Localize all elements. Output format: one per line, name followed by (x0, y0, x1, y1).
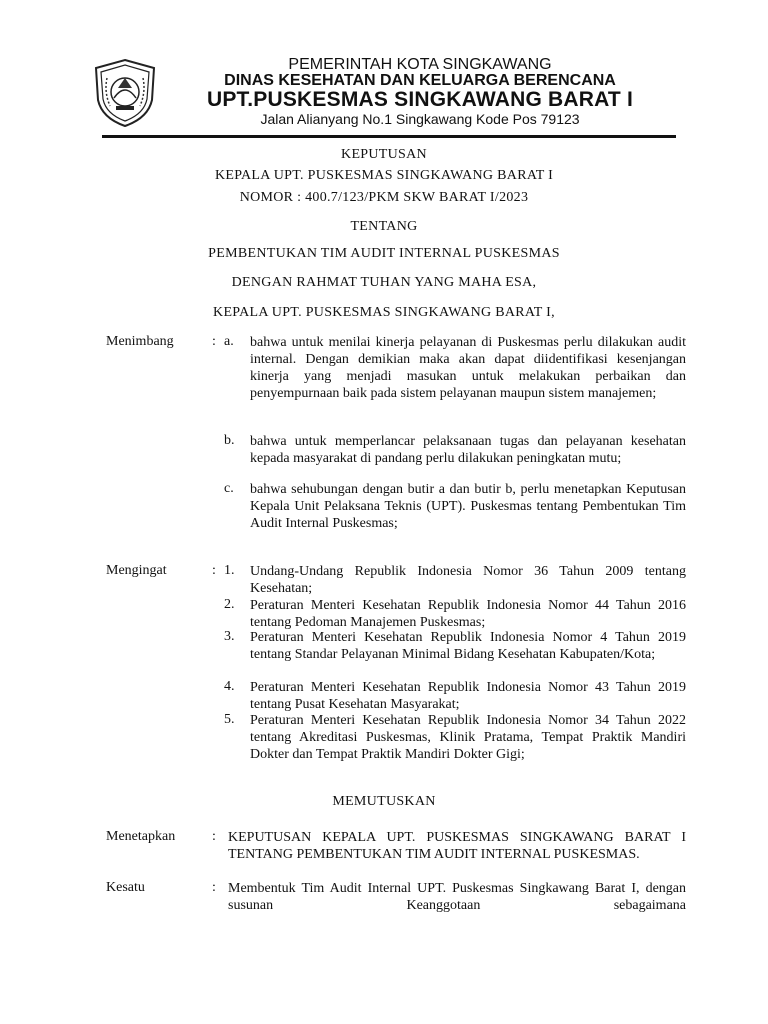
doc-memutuskan: MEMUTUSKAN (332, 794, 436, 809)
doc-kepala: KEPALA UPT. PUSKESMAS SINGKAWANG BARAT I (214, 168, 554, 183)
kesatu-label: Kesatu (106, 880, 145, 895)
mengingat-item-4: Peraturan Menteri Kesehatan Republik Indonesia Nomor 43 Tahun 2019 tentang Pusat Kesehatan Masyarakat; (250, 680, 686, 712)
mengingat-item-2: Peraturan Menteri Kesehatan Republik Indonesia Nomor 44 Tahun 2016 tentang Pedoman Manajemen Puskesmas; (250, 598, 686, 630)
header-department: DINAS KESEHATAN DAN KELUARGA BERENCANA (224, 72, 616, 89)
doc-nomor: NOMOR : 400.7/123/PKM SKW BARAT I/2023 (239, 190, 529, 205)
mengingat-item-5: Peraturan Menteri Kesehatan Republik Indonesia Nomor 34 Tahun 2022 tentang Akreditasi Puskesmas, Klinik Pratama, Tempat Praktik Mandiri Dokter dan Tempat Praktik Mandiri Dokter Gigi; (250, 713, 686, 762)
mengingat-marker-2: 2. (224, 597, 235, 612)
doc-subject: PEMBENTUKAN TIM AUDIT INTERNAL PUSKESMAS (208, 246, 560, 261)
city-emblem-icon (92, 58, 158, 128)
menimbang-item-a: bahwa untuk menilai kinerja pelayanan di Puskesmas perlu dilakukan audit internal. Dengan demikian maka akan dapat diidentifikasi kesenjangan kinerja yang menjadi masukan untuk melakukan perbaikan dan penyempurnaan baik pada sistem pelayanan maupun sistem manajemen; (250, 335, 686, 401)
kesatu-text: Membentuk Tim Audit Internal UPT. Puskesmas Singkawang Barat I, dengan susunan Keanggotaan sebagaimana (228, 881, 686, 913)
doc-rahmat: DENGAN RAHMAT TUHAN YANG MAHA ESA, (231, 275, 537, 290)
mengingat-item-3: Peraturan Menteri Kesehatan Republik Indonesia Nomor 4 Tahun 2019 tentang Standar Pelayanan Minimal Bidang Kesehatan Kabupaten/Kota; (250, 630, 686, 662)
menimbang-colon: : (212, 334, 216, 349)
menimbang-marker-c: c. (224, 481, 234, 496)
doc-tentang: TENTANG (350, 219, 418, 234)
menetapkan-text: KEPUTUSAN KEPALA UPT. PUSKESMAS SINGKAWANG BARAT I TENTANG PEMBENTUKAN TIM AUDIT INTERNAL PUSKESMAS. (228, 830, 686, 862)
header-institution: UPT.PUSKESMAS SINGKAWANG BARAT I (206, 88, 634, 111)
kesatu-colon: : (212, 880, 216, 895)
mengingat-marker-5: 5. (224, 712, 235, 727)
menimbang-label: Menimbang (106, 334, 174, 349)
menimbang-marker-b: b. (224, 433, 235, 448)
doc-keputusan: KEPUTUSAN (341, 147, 427, 162)
mengingat-label: Mengingat (106, 563, 167, 578)
mengingat-marker-4: 4. (224, 679, 235, 694)
menetapkan-colon: : (212, 829, 216, 844)
header-divider-thick (102, 135, 676, 138)
menetapkan-label: Menetapkan (106, 829, 176, 844)
mengingat-marker-3: 3. (224, 629, 235, 644)
mengingat-colon: : (212, 563, 216, 578)
header-government: PEMERINTAH KOTA SINGKAWANG (288, 56, 552, 73)
doc-kepala-sign: KEPALA UPT. PUSKESMAS SINGKAWANG BARAT I, (213, 305, 555, 320)
menimbang-item-b: bahwa untuk memperlancar pelaksanaan tugas dan pelayanan kesehatan kepada masyarakat di pandang perlu dilakukan peningkatan mutu; (250, 434, 686, 466)
menimbang-item-c: bahwa sehubungan dengan butir a dan butir b, perlu menetapkan Keputusan Kepala Unit Pelaksana Teknis (UPT). Puskesmas tentang Pembentukan Tim Audit Internal Puskesmas; (250, 482, 686, 531)
mengingat-item-1: Undang-Undang Republik Indonesia Nomor 36 Tahun 2009 tentang Kesehatan; (250, 564, 686, 596)
menimbang-marker-a: a. (224, 334, 234, 349)
mengingat-marker-1: 1. (224, 563, 235, 578)
header-address: Jalan Alianyang No.1 Singkawang Kode Pos 79123 (260, 111, 580, 127)
